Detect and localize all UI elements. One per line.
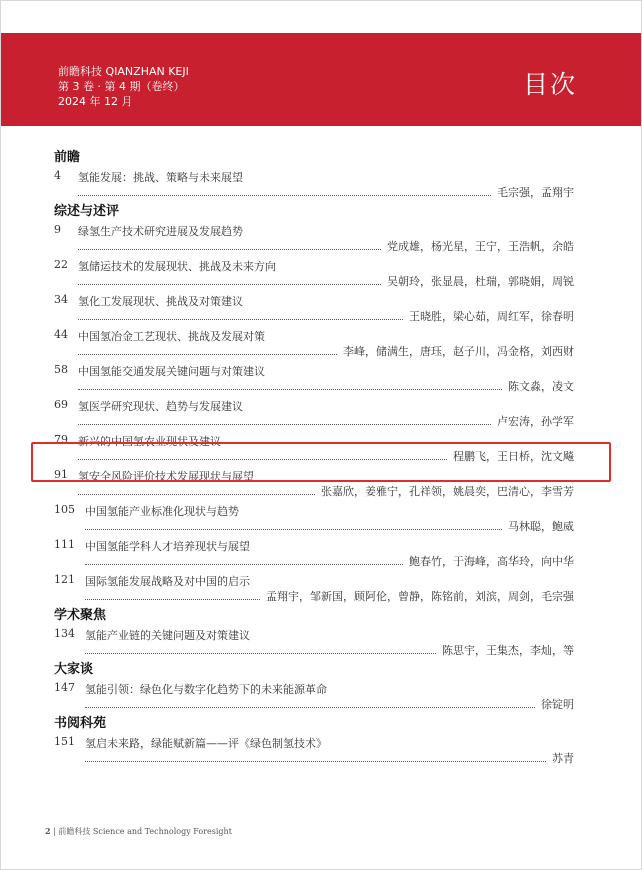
toc-entry[interactable] xyxy=(54,571,574,606)
entry-leader-line xyxy=(78,485,574,499)
entry-page-number: 34 xyxy=(54,293,68,306)
page-number: 2 xyxy=(45,826,51,836)
entry-page-number: 121 xyxy=(54,573,75,586)
section-title: 前瞻 xyxy=(54,150,81,165)
toc-entry[interactable] xyxy=(54,501,574,536)
entry-authors: 鲍春竹，于海峰，高华玲，向中华 xyxy=(409,555,574,568)
entry-leader-line xyxy=(78,310,574,324)
dot-leader xyxy=(78,195,491,196)
entry-page-number: 111 xyxy=(54,538,75,551)
entry-title[interactable]: 氢能引领：绿色化与数字化趋势下的未来能源革命 xyxy=(85,683,327,696)
dot-leader xyxy=(78,354,337,355)
entry-authors: 李峰，储满生，唐珏，赵子川，冯金格，刘西财 xyxy=(343,345,574,358)
journal-info xyxy=(58,64,189,109)
entry-title[interactable]: 氢储运技术的发展现状、挑战及未来方向 xyxy=(78,260,276,273)
section-title: 综述与述评 xyxy=(54,204,120,219)
dot-leader xyxy=(78,284,381,285)
footer-separator: | xyxy=(53,827,59,836)
entry-title[interactable]: 氢安全风险评价技术发展现状与展望 xyxy=(78,470,254,483)
entry-leader-line xyxy=(85,698,574,712)
toc-entry[interactable] xyxy=(54,396,574,431)
entry-leader-line xyxy=(78,380,574,394)
entry-authors: 苏青 xyxy=(552,752,574,765)
entry-leader-line xyxy=(85,555,574,569)
toc-entry[interactable] xyxy=(54,679,574,714)
entry-leader-line xyxy=(78,186,574,200)
entry-page-number: 151 xyxy=(54,735,75,748)
entry-page-number: 147 xyxy=(54,681,75,694)
entry-authors: 马林聪，鲍威 xyxy=(508,520,574,533)
entry-title[interactable]: 新兴的中国氢农业现状及建议 xyxy=(78,435,221,448)
section-title: 书阅科苑 xyxy=(54,716,107,731)
entry-leader-line xyxy=(78,345,574,359)
entry-authors: 陈思宇，王集杰，李灿，等 xyxy=(442,644,574,657)
dot-leader xyxy=(85,529,502,530)
entry-title[interactable]: 中国氢能产业标准化现状与趋势 xyxy=(85,505,239,518)
toc-entry[interactable] xyxy=(54,167,574,202)
toc-entry[interactable] xyxy=(54,625,574,660)
toc-entry[interactable] xyxy=(54,291,574,326)
entry-authors: 张嘉欣，姜雅宁，孔祥领，姚晨奕，巴清心，李雪芳 xyxy=(321,485,574,498)
entry-page-number: 4 xyxy=(54,169,61,182)
entry-page-number: 22 xyxy=(54,258,68,271)
footer xyxy=(45,826,232,837)
entry-authors: 程鹏飞，王日桥，沈文飚 xyxy=(453,450,574,463)
entry-authors: 陈文淼，凌文 xyxy=(508,380,574,393)
page-title: 目次 xyxy=(522,70,577,99)
highlight-box xyxy=(31,442,611,482)
toc-entry[interactable] xyxy=(54,221,574,256)
entry-leader-line xyxy=(78,415,574,429)
entry-leader-line xyxy=(78,275,574,289)
entry-page-number: 9 xyxy=(54,223,61,236)
entry-title[interactable]: 氢启未来路，绿能赋新篇——评《绿色制氢技术》 xyxy=(85,737,327,750)
header-banner xyxy=(1,33,641,126)
entry-leader-line xyxy=(85,590,574,604)
dot-leader xyxy=(85,599,260,600)
entry-leader-line xyxy=(85,752,574,766)
entry-leader-line xyxy=(85,644,574,658)
entry-page-number: 91 xyxy=(54,468,68,481)
entry-page-number: 58 xyxy=(54,363,68,376)
dot-leader xyxy=(78,389,502,390)
entry-title[interactable]: 中国氢能学科人才培养现状与展望 xyxy=(85,540,250,553)
dot-leader xyxy=(85,564,403,565)
toc-entry[interactable] xyxy=(54,256,574,291)
dot-leader xyxy=(78,319,403,320)
toc-entry[interactable] xyxy=(54,326,574,361)
dot-leader xyxy=(85,761,546,762)
entry-authors: 王晓胜，梁心茹，周红军，徐春明 xyxy=(409,310,574,323)
entry-title[interactable]: 氢医学研究现状、趋势与发展建议 xyxy=(78,400,243,413)
toc-entry[interactable] xyxy=(54,733,574,768)
entry-page-number: 79 xyxy=(54,433,68,446)
entry-authors: 孟翔宇，邹新国，顾阿伦，曾静，陈铭前，刘滨，周剑，毛宗强 xyxy=(266,590,574,603)
entry-title[interactable]: 绿氢生产技术研究进展及发展趋势 xyxy=(78,225,243,238)
section-title: 学术聚焦 xyxy=(54,608,107,623)
volume-issue: 第 3 卷 · 第 4 期（卷终） xyxy=(58,80,185,93)
entry-title[interactable]: 氢能产业链的关键问题及对策建议 xyxy=(85,629,250,642)
entry-title[interactable]: 中国氢能交通发展关键问题与对策建议 xyxy=(78,365,265,378)
toc-entry[interactable] xyxy=(54,361,574,396)
dot-leader xyxy=(78,249,381,250)
footer-journal: 前瞻科技 Science and Technology Foresight xyxy=(58,827,232,836)
entry-leader-line xyxy=(78,240,574,254)
entry-page-number: 44 xyxy=(54,328,68,341)
section-title: 大家谈 xyxy=(54,662,94,677)
entry-title[interactable]: 国际氢能发展战略及对中国的启示 xyxy=(85,575,250,588)
entry-page-number: 105 xyxy=(54,503,75,516)
entry-page-number: 134 xyxy=(54,627,75,640)
dot-leader xyxy=(78,424,491,425)
entry-authors: 徐锭明 xyxy=(541,698,574,711)
entry-title[interactable]: 氢能发展：挑战、策略与未来展望 xyxy=(78,171,243,184)
entry-authors: 党成雄，杨光星，王宁，王浩帆，余皓 xyxy=(387,240,574,253)
entry-title[interactable]: 氢化工发展现状、挑战及对策建议 xyxy=(78,295,243,308)
entry-authors: 毛宗强，孟翔宇 xyxy=(497,186,574,199)
dot-leader xyxy=(85,707,535,708)
journal-name: 前瞻科技 QIANZHAN KEJI xyxy=(58,65,189,78)
toc-entry[interactable] xyxy=(54,536,574,571)
dot-leader xyxy=(78,494,315,495)
dot-leader xyxy=(85,653,436,654)
entry-authors: 卢宏涛，孙学军 xyxy=(497,415,574,428)
entry-page-number: 69 xyxy=(54,398,68,411)
entry-authors: 吴朝玲，张显晨，杜瑞，郭晓娟，周锐 xyxy=(387,275,574,288)
issue-date: 2024 年 12 月 xyxy=(58,95,133,108)
entry-leader-line xyxy=(85,520,574,534)
entry-title[interactable]: 中国氢冶金工艺现状、挑战及发展对策 xyxy=(78,330,265,343)
